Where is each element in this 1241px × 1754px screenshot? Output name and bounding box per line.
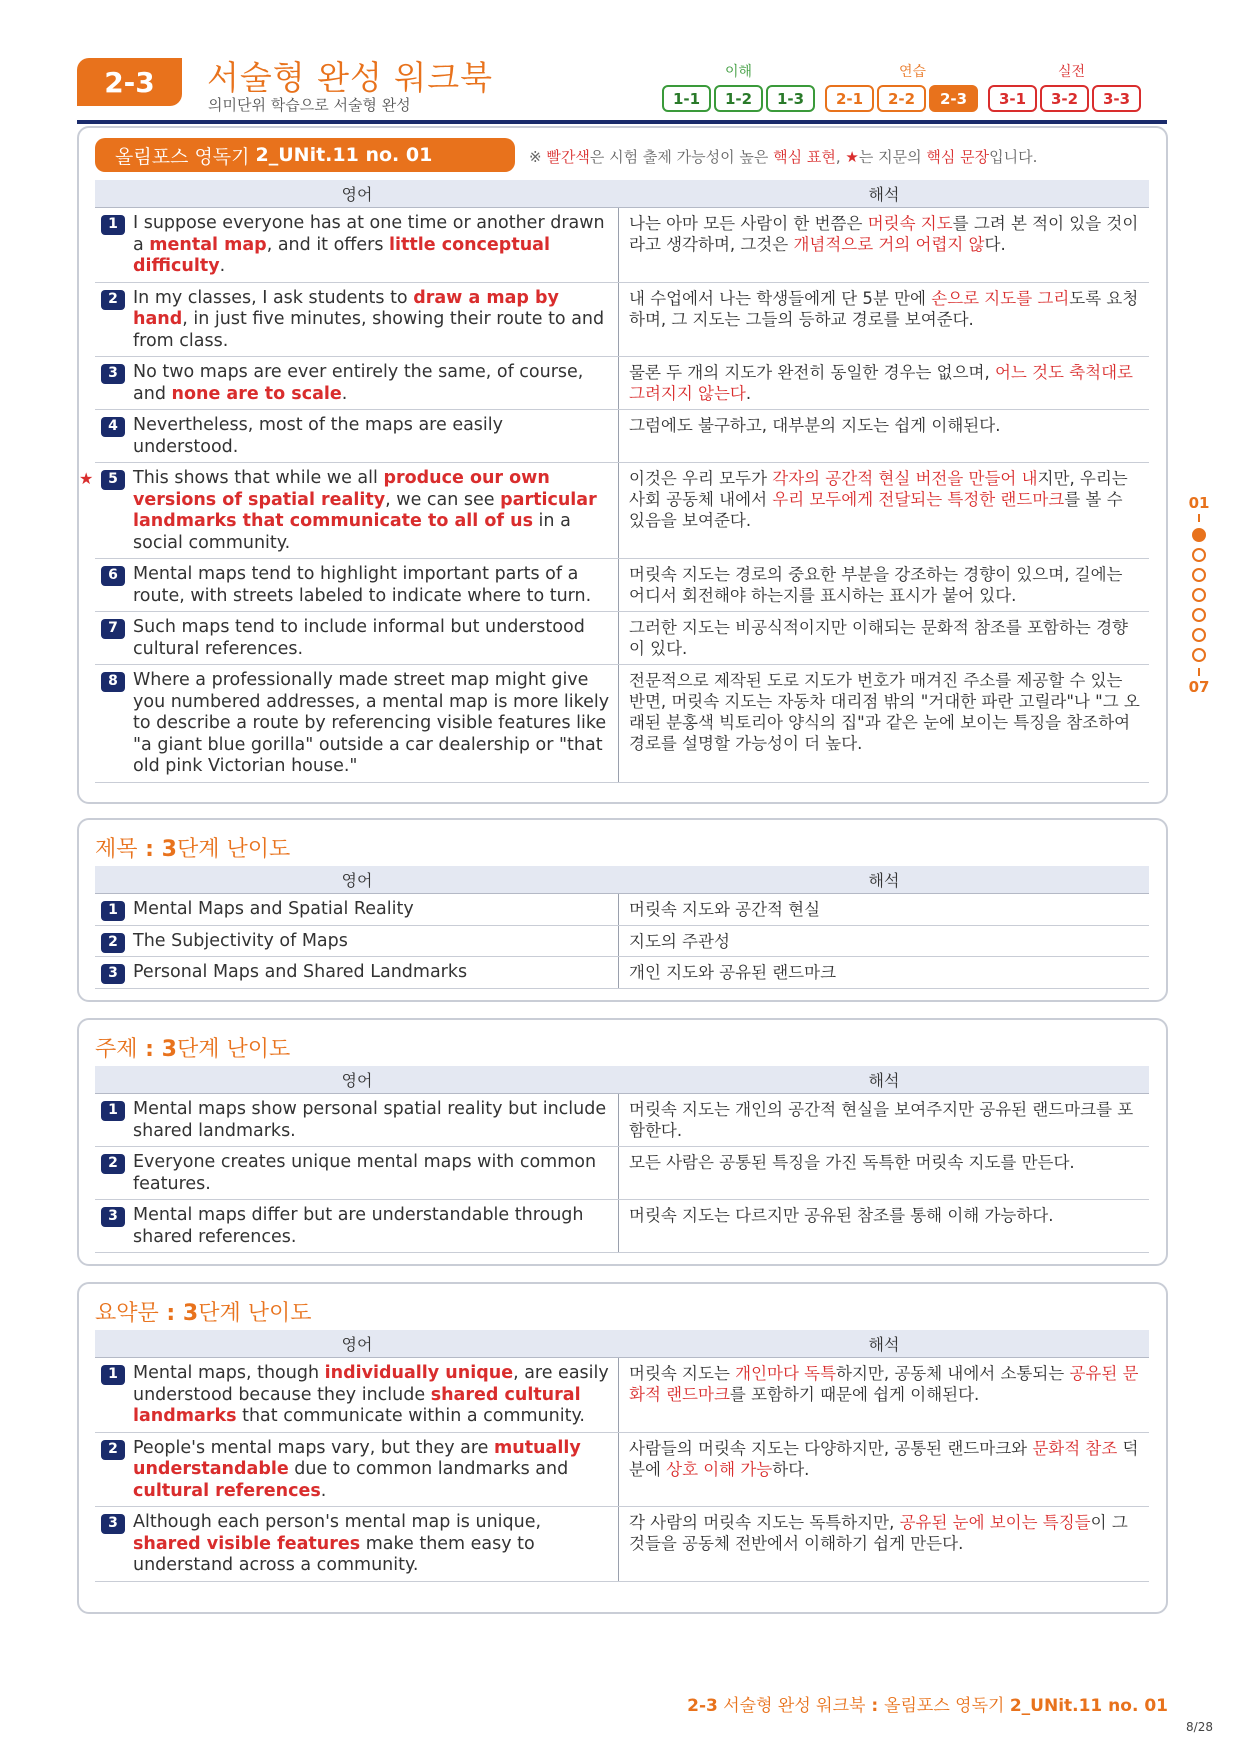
english-cell	[95, 410, 619, 462]
key-translation: 문화적 참조	[1032, 1438, 1118, 1458]
section-label: 주제	[95, 1037, 138, 1062]
passage-table	[79, 180, 1149, 783]
page-dot[interactable]	[1192, 548, 1206, 562]
footer-code: 2-3	[687, 1696, 718, 1716]
legend-text1: 은 시험 출제 가능성이 높은	[589, 148, 769, 166]
row-number: 2	[101, 1440, 125, 1460]
english-cell	[95, 283, 619, 357]
english-cell	[95, 1200, 619, 1252]
table-row	[95, 410, 1149, 463]
english-cell	[95, 612, 619, 664]
section-label: 요약문	[95, 1301, 159, 1326]
key-expression: none are to scale	[171, 383, 342, 404]
col-english: 영어	[341, 1071, 373, 1090]
section-title	[95, 1296, 311, 1327]
side-nav-start: 01	[1188, 494, 1210, 512]
page-title: 서술형 완성 워크북	[207, 58, 494, 97]
key-translation: 공유된 눈에 보이는 특징들	[899, 1513, 1091, 1532]
key-expression: cultural references	[133, 1480, 321, 1501]
footer	[687, 1691, 1168, 1716]
key-expression: particular landmarks that communicate to all of us	[133, 489, 597, 531]
side-nav	[1188, 494, 1210, 696]
text-segment: .	[341, 383, 348, 404]
key-expression: shared visible features	[133, 1533, 361, 1554]
korean-cell	[619, 1433, 1149, 1507]
text-segment: 도록 요청하며, 그 지도는 그들의 등하교 경로를 보여준다.	[629, 288, 1139, 329]
step-nav	[662, 85, 1141, 112]
page-dot[interactable]	[1192, 588, 1206, 602]
section-title	[95, 1032, 290, 1063]
topic-rows	[95, 1094, 1149, 1253]
step-2-3[interactable]: 2-3	[929, 85, 978, 112]
text-segment: The Subjectivity of Maps	[133, 930, 348, 951]
table-row	[95, 1433, 1149, 1508]
text-segment: 물론 두 개의 지도가 완전히 동일한 경우는 없으며,	[629, 363, 995, 382]
passage-panel	[77, 126, 1168, 804]
text-segment: In my classes, I ask students to	[133, 287, 414, 308]
text-segment: 그럼에도 불구하고, 대부분의 지도는 쉽게 이해된다.	[629, 416, 1001, 435]
text-segment: 하다.	[772, 1459, 810, 1479]
key-expression: shared cultural landmarks	[133, 1384, 581, 1426]
text-segment: 내 수업에서 나는 학생들에게 단 5분 만에	[629, 288, 932, 308]
text-segment: 나는 아마 모든 사람이 한 번쯤은	[629, 214, 868, 233]
korean-cell	[619, 612, 1149, 664]
col-english: 영어	[341, 185, 373, 204]
table-row	[95, 1094, 1149, 1147]
korean-cell	[619, 1094, 1149, 1146]
korean-cell	[619, 1147, 1149, 1199]
text-segment: 이것은 우리 모두가	[629, 469, 773, 488]
text-segment: Mental maps show personal spatial reality but include shared landmarks.	[133, 1099, 607, 1141]
text-segment: 머릿속 지도는 다르지만 공유된 참조를 통해 이해 가능하다.	[629, 1206, 1054, 1225]
text-segment: , and it offers	[266, 234, 390, 255]
footer-book: 올림포스 영독기	[884, 1696, 1005, 1716]
header-divider	[77, 120, 1167, 124]
english-cell	[95, 1147, 619, 1199]
step-1-3[interactable]: 1-3	[766, 85, 815, 112]
key-expression: individually unique	[324, 1363, 514, 1383]
table-row	[95, 612, 1149, 665]
row-number: 3	[101, 1514, 125, 1534]
table-row	[79, 463, 1149, 559]
korean-cell	[619, 559, 1149, 611]
text-segment: 머릿속 지도는 경로의 중요한 부분을 강조하는 경향이 있으며, 길에는 어디서 회전해야 하는지를 표시하는 표시가 붙어 있다.	[629, 565, 1123, 605]
korean-cell	[619, 957, 1149, 988]
col-korean: 해석	[868, 185, 900, 204]
row-number: 3	[101, 964, 125, 984]
legend-note	[529, 146, 1037, 167]
text-segment: , are easily understood because they include	[133, 1363, 609, 1405]
unit-badge	[95, 138, 515, 172]
row-number: 3	[101, 1207, 125, 1227]
text-segment: Although each person's mental map is unique,	[133, 1512, 542, 1532]
text-segment: .	[320, 1480, 327, 1501]
row-number: 1	[101, 1365, 125, 1385]
text-segment: make them easy to understand across a community.	[133, 1533, 535, 1575]
legend-text4: 입니다.	[989, 148, 1038, 166]
text-segment: Mental maps, though	[133, 1363, 325, 1383]
group-label-real: 실전	[1058, 64, 1086, 80]
row-number: 5	[101, 470, 125, 490]
text-segment: that communicate within a community.	[236, 1406, 585, 1426]
text-segment: 모든 사람은 공통된 특징을 가진 독특한 머릿속 지도를 만든다.	[629, 1153, 1075, 1172]
english-cell	[95, 1094, 619, 1146]
star-icon: ★	[79, 469, 94, 488]
english-cell	[79, 463, 619, 558]
key-translation: 우리 모두에게 전달되는 특정한 랜드마크	[772, 490, 1065, 509]
text-segment: 를 그려 본 적이 있을 것이라고 생각하며, 그것은	[629, 214, 1139, 254]
legend-text3: 는 지문의	[858, 148, 922, 166]
key-expression: mutually understandable	[133, 1437, 581, 1479]
footer-unit: 2_UNit.11 no. 01	[1009, 1696, 1168, 1716]
key-expression: mental map	[149, 234, 267, 255]
section-label: 제목	[95, 837, 138, 862]
text-segment: Everyone creates unique mental maps with common features.	[133, 1152, 597, 1194]
side-nav-bar	[1198, 514, 1200, 522]
text-segment: , in just five minutes, showing their route to and from class.	[133, 309, 605, 351]
english-cell	[95, 894, 619, 925]
row-number: 4	[101, 417, 125, 437]
table-row	[95, 1358, 1149, 1433]
text-segment: 머릿속 지도는 개인의 공간적 현실을 보여주지만 공유된 랜드마크를 포함한다.	[629, 1100, 1134, 1140]
step-2-1[interactable]: 2-1	[825, 85, 874, 112]
section-sep: :	[137, 1037, 162, 1062]
table-row	[95, 208, 1149, 283]
page-dot[interactable]	[1192, 608, 1206, 622]
row-number: 8	[101, 672, 125, 692]
key-translation: 개념적으로 거의 어렵지 않	[793, 235, 985, 254]
table-row	[95, 926, 1149, 958]
group-label-understand: 이해	[725, 64, 753, 80]
key-translation: 개인마다 독특	[735, 1364, 837, 1383]
side-nav-bar	[1198, 668, 1200, 676]
text-segment: Personal Maps and Shared Landmarks	[133, 962, 468, 982]
step-3-3[interactable]: 3-3	[1092, 85, 1141, 112]
text-segment: 각 사람의 머릿속 지도는 독특하지만,	[629, 1513, 900, 1532]
footer-sep: :	[865, 1696, 885, 1716]
table-row	[95, 957, 1149, 989]
table-header	[95, 1066, 1149, 1094]
english-cell	[95, 926, 619, 957]
step-1-1[interactable]: 1-1	[662, 85, 711, 112]
page-header	[77, 52, 1167, 124]
text-segment: 그러한 지도는 비공식적이지만 이해되는 문화적 참조를 포함하는 경향이 있다.	[629, 618, 1128, 658]
page-dot[interactable]	[1192, 628, 1206, 642]
row-number: 7	[101, 619, 125, 639]
text-segment: 머릿속 지도와 공간적 현실	[629, 900, 821, 919]
table-header	[95, 1330, 1149, 1358]
table-header	[95, 180, 1149, 208]
text-segment: 이 그것들을 공동체 전반에서 이해하기 쉽게 만든다.	[629, 1513, 1128, 1553]
table-row	[95, 894, 1149, 926]
key-expression: produce our own versions of spatial reality	[133, 468, 550, 510]
text-segment: I suppose everyone has at one time or another drawn a	[133, 213, 605, 255]
text-segment: 머릿속 지도는	[629, 1364, 736, 1383]
row-number: 1	[101, 1101, 125, 1121]
page-dot[interactable]	[1192, 528, 1206, 542]
table-header	[95, 866, 1149, 894]
page-subtitle: 의미단위 학습으로 서술형 완성	[208, 96, 411, 114]
side-nav-dots	[1188, 528, 1210, 662]
row-number: 6	[101, 566, 125, 586]
title-panel	[77, 818, 1168, 1002]
group-label-practice: 연습	[899, 64, 927, 80]
text-segment: .	[745, 384, 752, 403]
table-row	[95, 1147, 1149, 1200]
text-segment: 하지만, 공동체 내에서 소통되는	[836, 1364, 1070, 1383]
text-segment: This shows that while we all	[133, 468, 384, 488]
row-number: 2	[101, 933, 125, 953]
level-num: 3	[161, 1037, 177, 1062]
step-3-1[interactable]: 3-1	[988, 85, 1037, 112]
section-sep: :	[137, 837, 162, 862]
level-num: 3	[161, 837, 177, 862]
step-1-2[interactable]: 1-2	[714, 85, 763, 112]
summary-rows	[95, 1358, 1149, 1582]
step-2-2[interactable]: 2-2	[877, 85, 926, 112]
text-segment: 개인 지도와 공유된 랜드마크	[629, 963, 837, 982]
level-text: 단계 난이도	[176, 837, 291, 862]
col-korean: 해석	[868, 1071, 900, 1090]
col-korean: 해석	[868, 1335, 900, 1354]
section-badge: 2-3	[77, 58, 182, 106]
table-row	[95, 1200, 1149, 1253]
english-cell	[95, 357, 619, 409]
korean-cell	[619, 894, 1149, 925]
page-dot[interactable]	[1192, 648, 1206, 662]
text-segment: Mental Maps and Spatial Reality	[133, 899, 414, 919]
legend-red-word: 빨간색	[546, 148, 590, 166]
text-segment: Such maps tend to include informal but understood cultural references.	[133, 617, 585, 659]
row-number: 1	[101, 215, 125, 235]
table-row	[95, 559, 1149, 612]
row-number: 1	[101, 901, 125, 921]
level-num: 3	[182, 1301, 199, 1326]
text-segment: 를 볼 수 있음을 보여준다.	[629, 490, 1123, 530]
legend-mark: ※	[529, 148, 542, 166]
key-expression: little conceptual difficulty	[133, 234, 550, 276]
section-title	[95, 832, 290, 863]
topic-table	[95, 1066, 1149, 1253]
row-number: 2	[101, 1154, 125, 1174]
english-cell	[95, 1358, 619, 1432]
text-segment: No two maps are ever entirely the same, of course, and	[133, 362, 584, 404]
english-cell	[95, 1507, 619, 1581]
key-translation: 머릿속 지도	[867, 214, 953, 233]
korean-cell	[619, 1200, 1149, 1252]
text-segment: due to common landmarks and	[288, 1459, 569, 1479]
legend-key-sent: 핵심 문장	[926, 148, 990, 166]
english-cell	[95, 559, 619, 611]
step-3-2[interactable]: 3-2	[1040, 85, 1089, 112]
title-table	[95, 866, 1149, 989]
legend-key-expr: 핵심 표현	[773, 148, 836, 166]
text-segment: 를 포함하기 때문에 쉽게 이해된다.	[729, 1385, 980, 1404]
english-cell	[95, 1433, 619, 1507]
section-sep: :	[158, 1301, 183, 1326]
side-nav-end: 07	[1188, 678, 1210, 696]
korean-cell	[619, 208, 1149, 282]
summary-panel	[77, 1282, 1168, 1614]
korean-cell	[619, 1358, 1149, 1432]
level-text: 단계 난이도	[198, 1301, 312, 1326]
text-segment: , we can see	[385, 489, 501, 510]
star-icon: ★	[845, 148, 859, 166]
topic-panel	[77, 1018, 1168, 1266]
text-segment: Nevertheless, most of the maps are easily understood.	[133, 415, 504, 457]
text-segment: Mental maps tend to highlight important parts of a route, with streets labeled to indicate where to turn.	[133, 564, 592, 606]
text-segment: 다.	[984, 235, 1006, 254]
unit-badge-book: 올림포스 영독기	[115, 145, 250, 168]
korean-cell	[619, 1507, 1149, 1581]
page-number: 8/28	[1186, 1720, 1213, 1734]
col-korean: 해석	[868, 871, 900, 890]
col-english: 영어	[341, 871, 373, 890]
page-dot[interactable]	[1192, 568, 1206, 582]
summary-table	[95, 1330, 1149, 1582]
text-segment: 지만, 우리는 사회 공동체 내에서	[629, 469, 1128, 509]
korean-cell	[619, 463, 1149, 558]
col-english: 영어	[341, 1335, 373, 1354]
row-number: 3	[101, 364, 125, 384]
footer-title: 서술형 완성 워크북	[723, 1696, 866, 1716]
korean-cell	[619, 410, 1149, 462]
table-row	[95, 665, 1149, 783]
key-translation: 상호 이해 가능	[666, 1459, 773, 1479]
key-translation: 손으로 지도를 그리	[931, 288, 1070, 308]
key-translation: 어느 것도 축척대로 그려지지 않는다	[629, 363, 1133, 403]
unit-badge-unit: 2_UNit.11 no. 01	[255, 144, 433, 166]
text-segment: in a social community.	[133, 511, 571, 553]
key-translation: 각자의 공간적 현실 버전을 만들어 내	[772, 469, 1038, 488]
text-segment: 지도의 주관성	[629, 931, 730, 951]
table-row	[95, 357, 1149, 410]
korean-cell	[619, 665, 1149, 782]
korean-cell	[619, 283, 1149, 357]
korean-cell	[619, 357, 1149, 409]
row-number: 2	[101, 290, 125, 310]
english-cell	[95, 208, 619, 282]
text-segment: Where a professionally made street map might give you numbered addresses, a mental map is more likely to describe a route by referencing visible features like "a giant blue gorilla" outside a car dealership or "that old pink Victorian house."	[133, 670, 610, 776]
title-rows	[95, 894, 1149, 989]
english-cell	[95, 957, 619, 988]
key-translation: 공유된 문화적 랜드마크	[629, 1364, 1139, 1404]
text-segment: Mental maps differ but are understandable through shared references.	[133, 1205, 584, 1247]
key-expression: draw a map by hand	[133, 287, 559, 329]
text-segment: 덕분에	[629, 1438, 1139, 1479]
korean-cell	[619, 926, 1149, 957]
text-segment: 사람들의 머릿속 지도는 다양하지만, 공통된 랜드마크와	[629, 1438, 1033, 1458]
text-segment: .	[219, 256, 226, 276]
english-cell	[95, 665, 619, 782]
text-segment: 전문적으로 제작된 도로 지도가 번호가 매겨진 주소를 제공할 수 있는 반면, 머릿속 지도는 자동차 대리점 밖의 "거대한 파란 고릴라"나 "그 오래된 분홍색 빅토리아 양식의 집"과 같은 눈에 보이는 특징을 참조하여 경로를 설명할 가능성이 더 높다.	[629, 671, 1140, 753]
level-text: 단계 난이도	[176, 1037, 291, 1062]
table-row	[95, 283, 1149, 358]
passage-rows	[79, 208, 1149, 783]
legend-text2: ,	[835, 148, 841, 166]
table-row	[95, 1507, 1149, 1582]
text-segment: People's mental maps vary, but they are	[133, 1437, 494, 1458]
